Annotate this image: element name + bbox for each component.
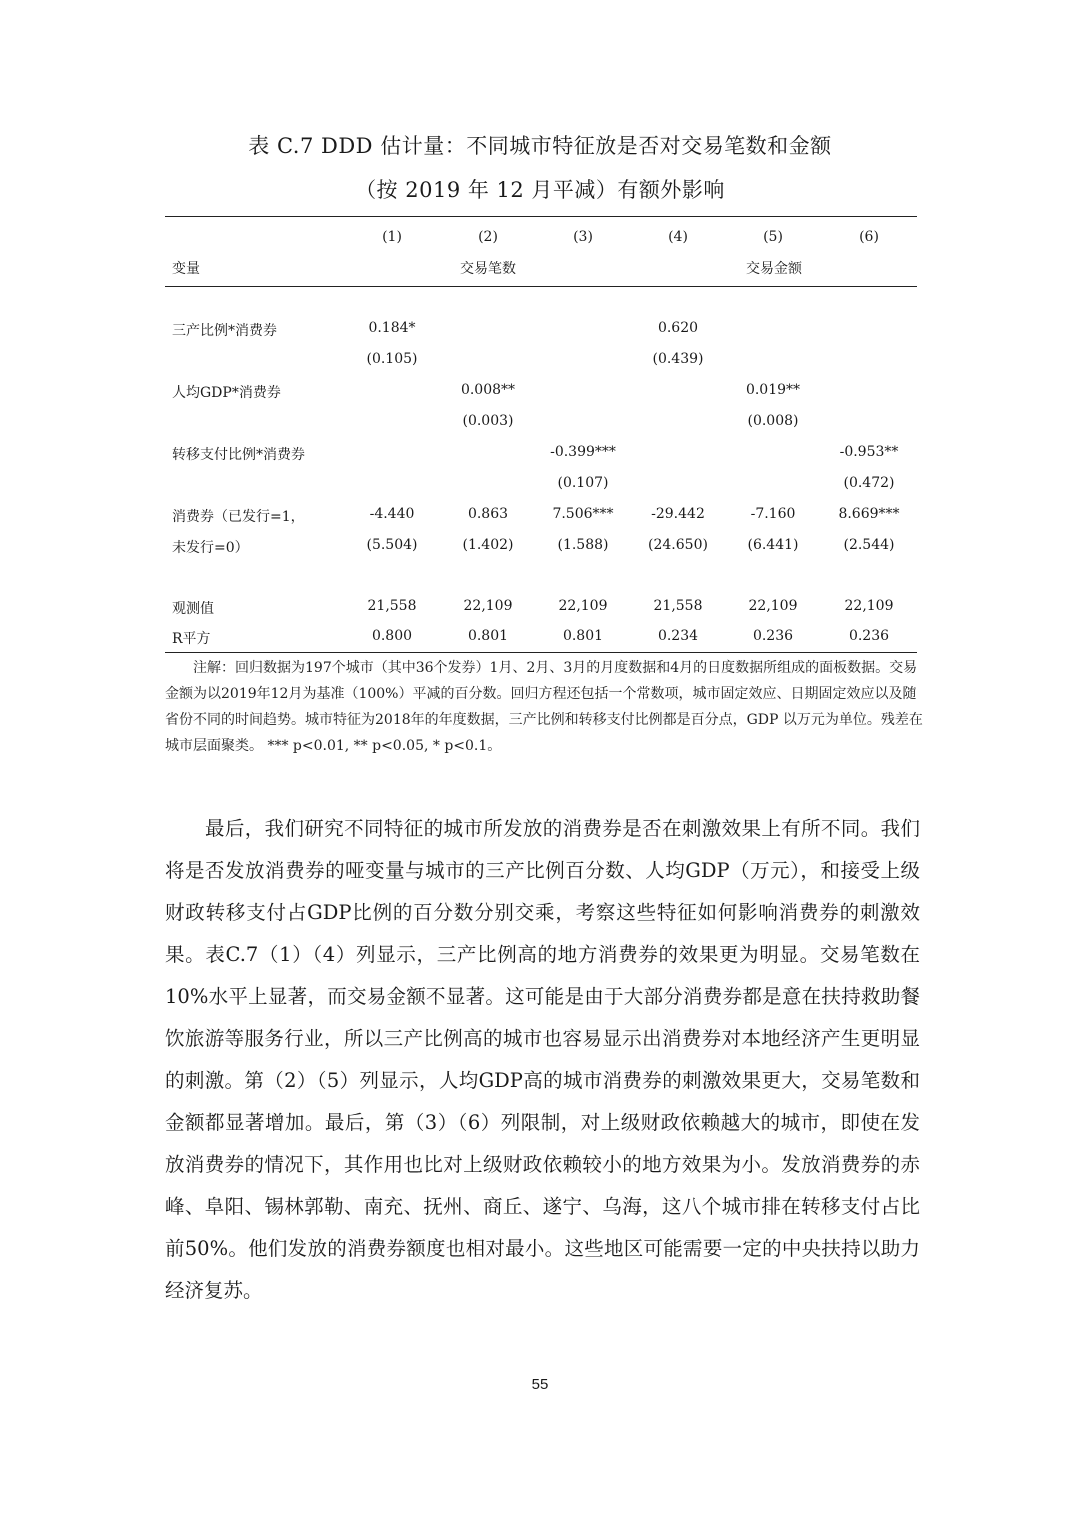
table-cell: 22,109 bbox=[748, 598, 798, 614]
col-number-3: (3) bbox=[573, 229, 593, 245]
row-label-voucher-2: 未发行=0） bbox=[172, 540, 249, 556]
table-cell: (0.107) bbox=[557, 475, 609, 491]
row-label-transfer: 转移支付比例*消费券 bbox=[172, 447, 305, 463]
table-cell: 0.800 bbox=[371, 628, 413, 644]
table-cell: 0.008** bbox=[460, 382, 516, 398]
table-cell: 0.019** bbox=[745, 382, 801, 398]
table-bottom-rule bbox=[165, 652, 917, 653]
table-top-rule bbox=[165, 216, 917, 217]
table-cell: (0.472) bbox=[843, 475, 895, 491]
page-number: 55 bbox=[531, 1376, 549, 1393]
table-cell: 22,109 bbox=[844, 598, 894, 614]
table-cell: -4.440 bbox=[369, 506, 415, 522]
table-note-text: 注解：回归数据为197个城市（其中36个发券）1月、2月、3月的月度数据和4月的日度数据所组成的面板数据。交易金额为以2019年12月为基准（100%）平减的百分数。回归方程还包括一个常数项，城市固定效应、日期固定效应以及随省份不同的时间趋势。城市特征为2018年的年度数据，三产比例和转移支付比例都是百分点，GDP 以万元为单位。残差在城市层面聚类。 *** p<0.01, ** p<0.05, * p<0.1。 bbox=[165, 660, 923, 754]
table-header-rule bbox=[165, 286, 917, 287]
table-cell: 8.669*** bbox=[838, 506, 900, 522]
table-cell: 7.506*** bbox=[552, 506, 614, 522]
col-number-2: (2) bbox=[478, 229, 498, 245]
col-number-5: (5) bbox=[763, 229, 783, 245]
table-cell: (5.504) bbox=[366, 537, 418, 553]
table-cell: 22,109 bbox=[463, 598, 513, 614]
group-header-amount: 交易金额 bbox=[746, 261, 802, 277]
col-number-1: (1) bbox=[382, 229, 402, 245]
table-cell: -0.953** bbox=[839, 444, 899, 460]
table-cell: -0.399*** bbox=[550, 444, 616, 460]
table-cell: 0.801 bbox=[467, 628, 509, 644]
table-note bbox=[165, 655, 925, 759]
row-label-r2: R平方 bbox=[172, 631, 211, 647]
table-cell: -29.442 bbox=[651, 506, 705, 522]
table-cell: 21,558 bbox=[653, 598, 703, 614]
table-cell: 0.184* bbox=[368, 320, 416, 336]
table-cell: (2.544) bbox=[843, 537, 895, 553]
col-number-6: (6) bbox=[859, 229, 879, 245]
col-number-4: (4) bbox=[668, 229, 688, 245]
table-cell: 0.801 bbox=[562, 628, 604, 644]
table-title-line1: 表 C.7 DDD 估计量：不同城市特征放是否对交易笔数和金额 bbox=[248, 134, 832, 158]
row-label-gdp: 人均GDP*消费券 bbox=[172, 385, 281, 401]
table-cell: (6.441) bbox=[747, 537, 799, 553]
var-header: 变量 bbox=[172, 261, 200, 277]
table-cell: 22,109 bbox=[558, 598, 608, 614]
table-cell: (0.105) bbox=[366, 351, 418, 367]
table-cell: (1.588) bbox=[557, 537, 609, 553]
table-cell: 0.863 bbox=[467, 506, 509, 522]
body-text: 最后，我们研究不同特征的城市所发放的消费券是否在刺激效果上有所不同。我们将是否发放消费券的哑变量与城市的三产比例百分数、人均GDP（万元），和接受上级财政转移支付占GDP比例的百分数分别交乘，考察这些特征如何影响消费券的刺激效果。表C.7（1）（4）列显示，三产比例高的地方消费券的效果更为明显。交易笔数在10%水平上显著，而交易金额不显著。这可能是由于大部分消费券都是意在扶持救助餐饮旅游等服务行业，所以三产比例高的城市也容易显示出消费券对本地经济产生更明显的刺激。第（2）（5）列显示，人均GDP高的城市消费券的刺激效果更大，交易笔数和金额都显著增加。最后，第（3）（6）列限制，对上级财政依赖越大的城市，即使在发放消费券的情况下，其作用也比对上级财政依赖较小的地方效果为小。发放消费券的赤峰、阜阳、锡林郭勒、南充、抚州、商丘、遂宁、乌海，这八个城市排在转移支付占比前50%。他们发放的消费券额度也相对最小。这些地区可能需要一定的中央扶持以助力经济复苏。 bbox=[165, 817, 920, 1302]
table-cell: (1.402) bbox=[462, 537, 514, 553]
table-cell: (0.439) bbox=[652, 351, 704, 367]
group-header-count: 交易笔数 bbox=[460, 261, 516, 277]
table-cell: 0.236 bbox=[752, 628, 794, 644]
table-cell: (24.650) bbox=[648, 537, 708, 553]
row-label-obs: 观测值 bbox=[172, 601, 214, 617]
table-cell: 0.236 bbox=[848, 628, 890, 644]
table-title-line2: （按 2019 年 12 月平减）有额外影响 bbox=[355, 178, 725, 202]
table-cell: 21,558 bbox=[367, 598, 417, 614]
table-cell: (0.003) bbox=[462, 413, 514, 429]
row-label-voucher-1: 消费券（已发行=1， bbox=[172, 509, 305, 525]
table-cell: -7.160 bbox=[750, 506, 796, 522]
table-cell: 0.234 bbox=[657, 628, 699, 644]
table-cell: 0.620 bbox=[657, 320, 699, 336]
table-cell: (0.008) bbox=[747, 413, 799, 429]
body-paragraph bbox=[165, 808, 920, 1312]
row-label-tertiary: 三产比例*消费券 bbox=[172, 323, 277, 339]
